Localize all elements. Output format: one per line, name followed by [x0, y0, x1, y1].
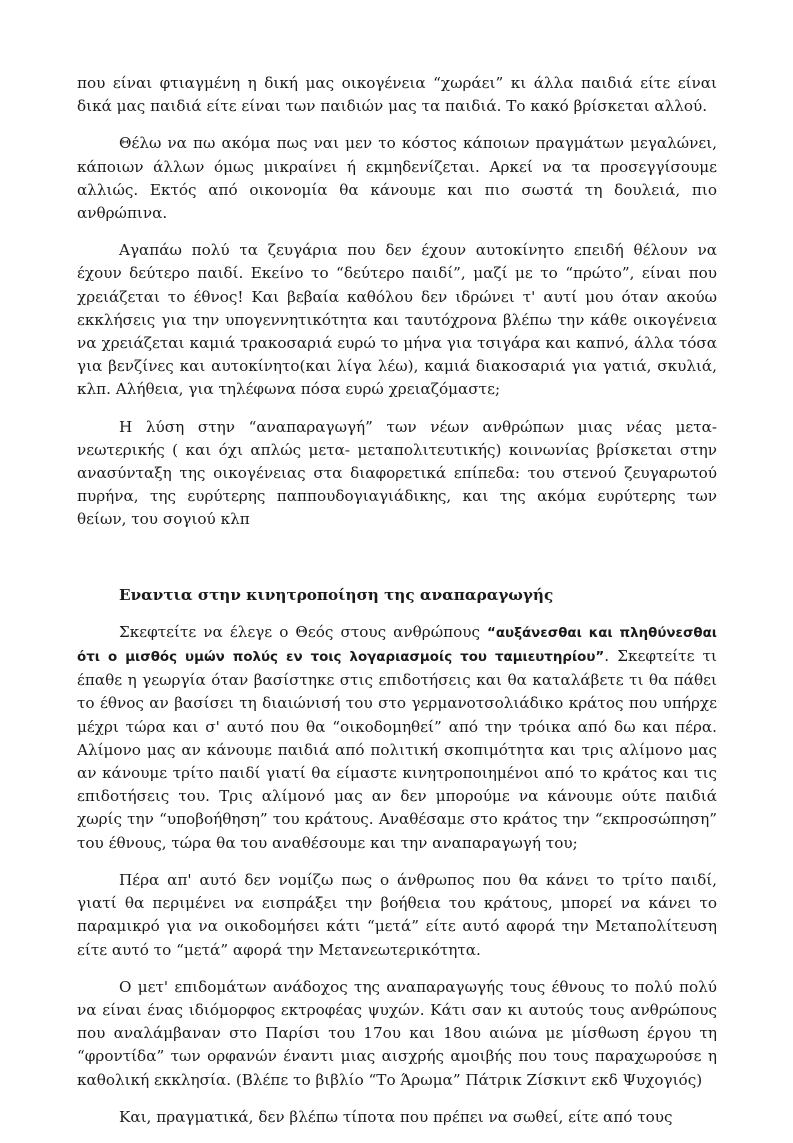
paragraph-cost: Θέλω να πω ακόμα πως ναι μεν το κόστος κάποιων πραγμάτων μεγαλώνει, κάποιων άλλων όμως μικραίνει ή εκμηδενίζεται. Αρκεί να τα προσεγγίσουμε αλλιώς. Εκτός από οικονομία θα κάνουμε και πιο σωστά τη δουλειά, πιο ανθρώπινα.: [77, 134, 717, 223]
section-heading: Εναντια στην κινητροποίηση της αναπαραγωγής: [119, 585, 554, 604]
paragraph-third-child: Πέρα απ' αυτό δεν νομίζω πως ο άνθρωπος που θα κάνει το τρίτο παιδί, γιατί θα περιμένει να εισπράξει την βοήθεια του κράτους, μπορεί να κάνει το παραμικρό για να οικοδομήσει κάτι “μετά” είτε αυτό αφορά την Μεταπολίτευση είτε αυτό το “μετά” αφορά την Μετανεωτερικότητα.: [77, 870, 717, 959]
paragraph-final: Και, πραγματικά, δεν βλέπω τίποτα που πρέπει να σωθεί, είτε από τους: [119, 1107, 673, 1126]
paragraph-continuation: που είναι φτιαγμένη η δική μας οικογένεια “χωράει” κι άλλα παιδιά είτε είναι δικά μας παιδιά είτε είναι των παιδιών μας τα παιδιά. Το κακό βρίσκεται αλλού.: [77, 74, 717, 116]
bold-quote: “αυξάνεσθαι και πληθύνεσθαι ότι ο μισθός υμών πολύς εν τοις λογαριασμοίς του ταμιευτηρίου”: [77, 625, 717, 666]
paragraph-god-quote-intro: Σκεφτείτε να έλεγε ο Θεός στους ανθρώπους: [119, 622, 488, 641]
document-page: [77, 72, 717, 1143]
paragraph-god-quote-rest: . Σκεφτείτε τι έπαθε η γεωργία όταν βασίστηκε στις επιδοτήσεις και θα καταλάβετε τι θα πάθει το έθνος αν βασίσει τη διαιώνισή του στο γερμανοτσολιάδικο κράτος που υπήρχε μέχρι τώρα και σ' αυτό που θα “οικοδομηθεί” από την τρόικα από δω και πέρα. Αλίμονο μας αν κάνουμε παιδιά από πολιτική σκοπιμότητα και τρις αλίμονο μας αν κάνουμε τρίτο παιδί γιατί θα είμαστε κινητροποιημένοι από το κράτος και τις επιδοτήσεις του. Τρις αλίμονό μας αν δεν μπορούμε να κάνουμε ούτε παιδιά χωρίς την “υποβοήθηση” του κράτους. Αναθέσαμε στο κράτος την “εκπροσώπηση” του έθνους, τώρα θα του αναθέσουμε και την αναπαραγωγή του;: [77, 647, 717, 852]
paragraph-god-quote: [77, 621, 717, 855]
paragraph-foster: Ο μετ' επιδομάτων ανάδοχος της αναπαραγωγής τους έθνους το πολύ πολύ να είναι ένας ιδιόμορφος εκτροφέας ψυχών. Κάτι σαν κι αυτούς τους ανθρώπους που αναλάμβαναν στο Παρίσι του 17ου και 18ου αιώνα με μίσθωση έργου τη “φροντίδα” των ορφανών έναντι μιας αισχρής αμοιβής που τους παραχωρούσε η καθολική εκκλησία. (Βλέπε το βιβλίο “Το Άρωμα” Πάτρικ Ζίσκιντ εκδ Ψυχογιός): [77, 977, 717, 1089]
paragraph-couples: Αγαπάω πολύ τα ζευγάρια που δεν έχουν αυτοκίνητο επειδή θέλουν να έχουν δεύτερο παιδί. Εκείνο το “δεύτερο παιδί”, μαζί με το “πρώτο”, είναι που χρειάζεται το έθνος! Και βεβαία καθόλου δεν ιδρώνει τ' αυτί μου όταν ακούω εκκλήσεις για την υπογεννητικότητα και ταυτόχρονα βλέπω την κάθε οικογένεια να χρειάζεται καμιά τρακοσαριά ευρώ το μήνα για τσιγάρα και καπνό, άλλα τόσα για βενζίνες και αυτοκίνητο(και λίγα λέω), καμιά διακοσαριά για γατιά, σκυλιά, κλπ. Αλήθεια, για τηλέφωνα πόσα ευρώ χρειαζόμαστε;: [77, 241, 717, 399]
paragraph-solution: Η λύση στην “αναπαραγωγή” των νέων ανθρώπων μιας νέας μετα-νεωτερικής ( και όχι απλώς μετα- μεταπολιτευτικής) κοινωνίας βρίσκεται στην ανασύνταξη της οικογένειας στα διαφορετικά επίπεδα: του στενού ζευγαρωτού πυρήνα, της ευρύτερης παππουδογιαγιάδικης, και της ακόμα ευρύτερης των θείων, του σογιού κλπ: [77, 417, 717, 529]
